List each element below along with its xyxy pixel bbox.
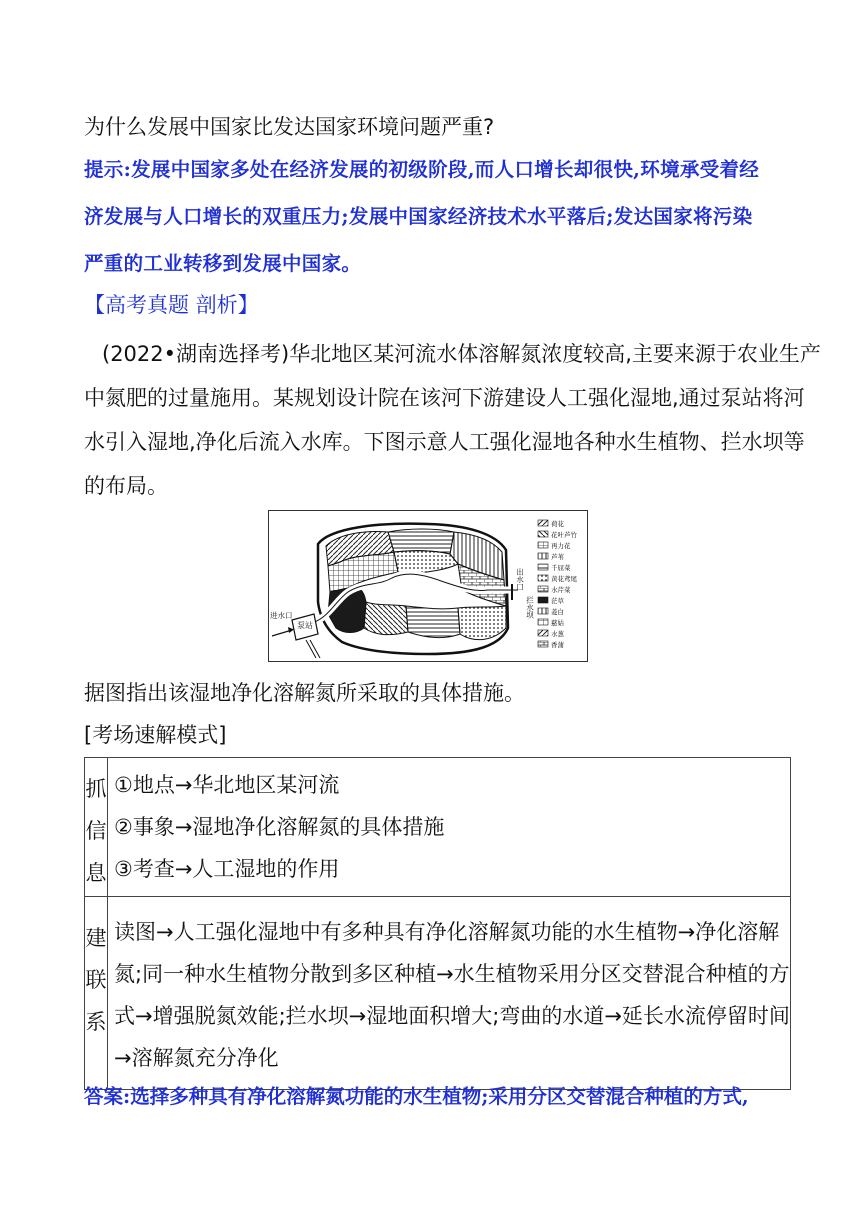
legend-item: 水葱 xyxy=(551,630,564,638)
legend-item: 花叶芦竹 xyxy=(551,531,577,539)
legend-item: 菱白 xyxy=(551,608,564,616)
list-item: →溶解氮充分净化 xyxy=(114,1046,279,1070)
row-head-text: 建联系 xyxy=(85,926,107,1034)
answer-text: 答案:选择多种具有净化溶解氮功能的水生植物;采用分区交替混合种植的方式, xyxy=(84,1085,749,1108)
section-title: 【高考真题 剖析】 xyxy=(84,293,259,317)
hint-line-1: 提示:发展中国家多处在经济发展的初级阶段,而人口增长却很快,环境承受着经 xyxy=(84,158,760,181)
stem-line-2: 中氮肥的过量施用。某规划设计院在该河下游建设人工强化湿地,通过泵站将河 xyxy=(84,386,805,410)
legend-item: 黄花鸢尾 xyxy=(551,575,577,583)
list-item: ①地点→华北地区某河流 xyxy=(114,773,340,797)
mode-label: [考场速解模式] xyxy=(84,723,227,747)
task-text: 据图指出该湿地净化溶解氮所采取的具体措施。 xyxy=(84,681,525,705)
list-item: ②事象→湿地净化溶解氮的具体措施 xyxy=(114,815,445,839)
row-head-connect xyxy=(85,897,108,1090)
legend-item: 香蒲 xyxy=(551,641,564,649)
row-head-text: 抓信息 xyxy=(85,777,107,885)
table-row xyxy=(85,758,791,897)
stem-line-3: 水引入湿地,净化后流入水库。下图示意人工强化湿地各种水生植物、拦水坝等 xyxy=(84,430,805,454)
pump-label: 泵站 xyxy=(297,621,313,630)
list-item: 氮;同一种水生植物分散到多区种植→水生植物采用分区交替混合种植的方 xyxy=(114,962,790,986)
legend-item: 芦苇 xyxy=(551,553,564,561)
legend-item: 千屈菜 xyxy=(551,564,571,572)
dam-label: 拦水坝 xyxy=(525,596,535,619)
row-body-connect xyxy=(108,897,791,1090)
inlet-label: 进水口 xyxy=(270,611,293,620)
question-text: 为什么发展中国家比发达国家环境问题严重? xyxy=(84,115,495,139)
legend-item: 茫草 xyxy=(551,597,564,605)
list-item: 读图→人工强化湿地中有多种具有净化溶解氮功能的水生植物→净化溶解 xyxy=(114,920,780,944)
analysis-table xyxy=(84,757,791,1090)
outlet-label: 出水口 xyxy=(515,568,525,591)
legend-item: 荷花 xyxy=(551,520,564,528)
stem-line-1: (2022•湖南选择考)华北地区某河流水体溶解氮浓度较高,主要来源于农业生产 xyxy=(102,342,821,366)
list-item: 式→增强脱氮效能;拦水坝→湿地面积增大;弯曲的水道→延长水流停留时间 xyxy=(114,1004,790,1028)
row-head-extract xyxy=(85,758,108,897)
legend-item: 慈姑 xyxy=(551,619,564,627)
list-item: ③考查→人工湿地的作用 xyxy=(114,857,340,881)
stem-line-4: 的布局。 xyxy=(84,474,168,498)
legend-item: 水芹菜 xyxy=(551,586,571,594)
table-row xyxy=(85,897,791,1090)
legend-item: 再力花 xyxy=(551,542,571,550)
row-body-extract xyxy=(108,758,791,897)
hint-line-2: 济发展与人口增长的双重压力;发展中国家经济技术水平落后;发达国家将污染 xyxy=(84,205,753,228)
hint-line-3: 严重的工业转移到发展中国家。 xyxy=(84,252,362,275)
wetland-layout-figure xyxy=(268,510,588,662)
